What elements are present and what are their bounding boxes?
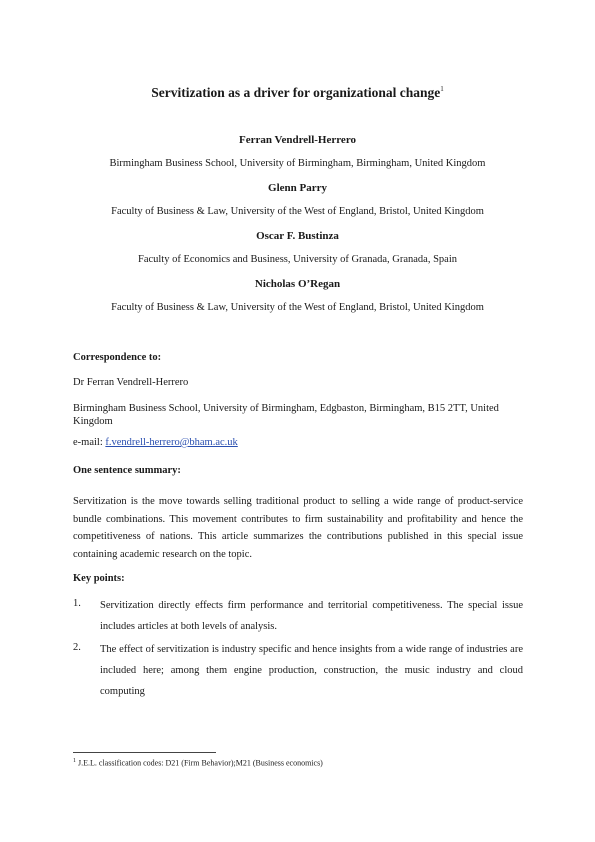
email-link[interactable]: f.vendrell-herrero@bham.ac.uk [105, 437, 238, 448]
author-affiliation-4: Faculty of Business & Law, University of the West of England, Bristol, United Kingdom [111, 302, 484, 313]
author-affiliation-2: Faculty of Business & Law, University of the West of England, Bristol, United Kingdom [111, 206, 484, 217]
title-text: Servitization as a driver for organizational change [151, 85, 441, 100]
title-footnote-marker: 1 [440, 84, 444, 93]
author-name-2: Glenn Parry [268, 182, 327, 194]
summary-heading: One sentence summary: [73, 465, 181, 476]
author-affiliation-3: Faculty of Economics and Business, University of Granada, Granada, Spain [137, 254, 457, 265]
correspondence-heading: Correspondence to: [73, 352, 162, 363]
footnote [73, 758, 323, 768]
key-point-text-2: The effect of servitization is industry specific and hence insights from a wide range of industries are included here; among them engine production, construction, the music industry and cloud computing [100, 644, 523, 697]
footnote-divider [73, 752, 216, 753]
correspondence-name: Dr Ferran Vendrell-Herrero [73, 377, 189, 388]
correspondence-email [73, 437, 238, 448]
author-name-3: Oscar F. Bustinza [256, 230, 339, 242]
footnote-marker: 1 [73, 758, 76, 764]
summary-text: Servitization is the move towards selling traditional product to selling a wide range of product-service bundle combinations. This movement contributes to firm sustainability and profitability and hence the competitiveness of nations. This article summarizes the contributions published in this special issue containing academic research on the topic. [73, 496, 523, 560]
key-points-heading: Key points: [73, 573, 125, 584]
author-affiliation-1: Birmingham Business School, University of Birmingham, Birmingham, United Kingdom [109, 158, 486, 169]
author-name-1: Ferran Vendrell-Herrero [239, 134, 356, 146]
key-point-number-2: 2. [73, 642, 81, 653]
author-name-4: Nicholas O’Regan [254, 278, 341, 290]
correspondence-address: Birmingham Business School, University of Birmingham, Edgbaston, Birmingham, B15 2TT, United Kingdom [73, 403, 499, 427]
footnote-text: J.E.L. classification codes: D21 (Firm Behavior);M21 (Business economics) [76, 758, 323, 768]
email-label: e-mail: [73, 437, 106, 448]
key-point-number-1: 1. [73, 598, 81, 609]
paper-title [0, 85, 595, 101]
key-point-text-1: Servitization directly effects firm performance and territorial competitiveness. The special issue includes articles at both levels of analysis. [100, 600, 523, 632]
